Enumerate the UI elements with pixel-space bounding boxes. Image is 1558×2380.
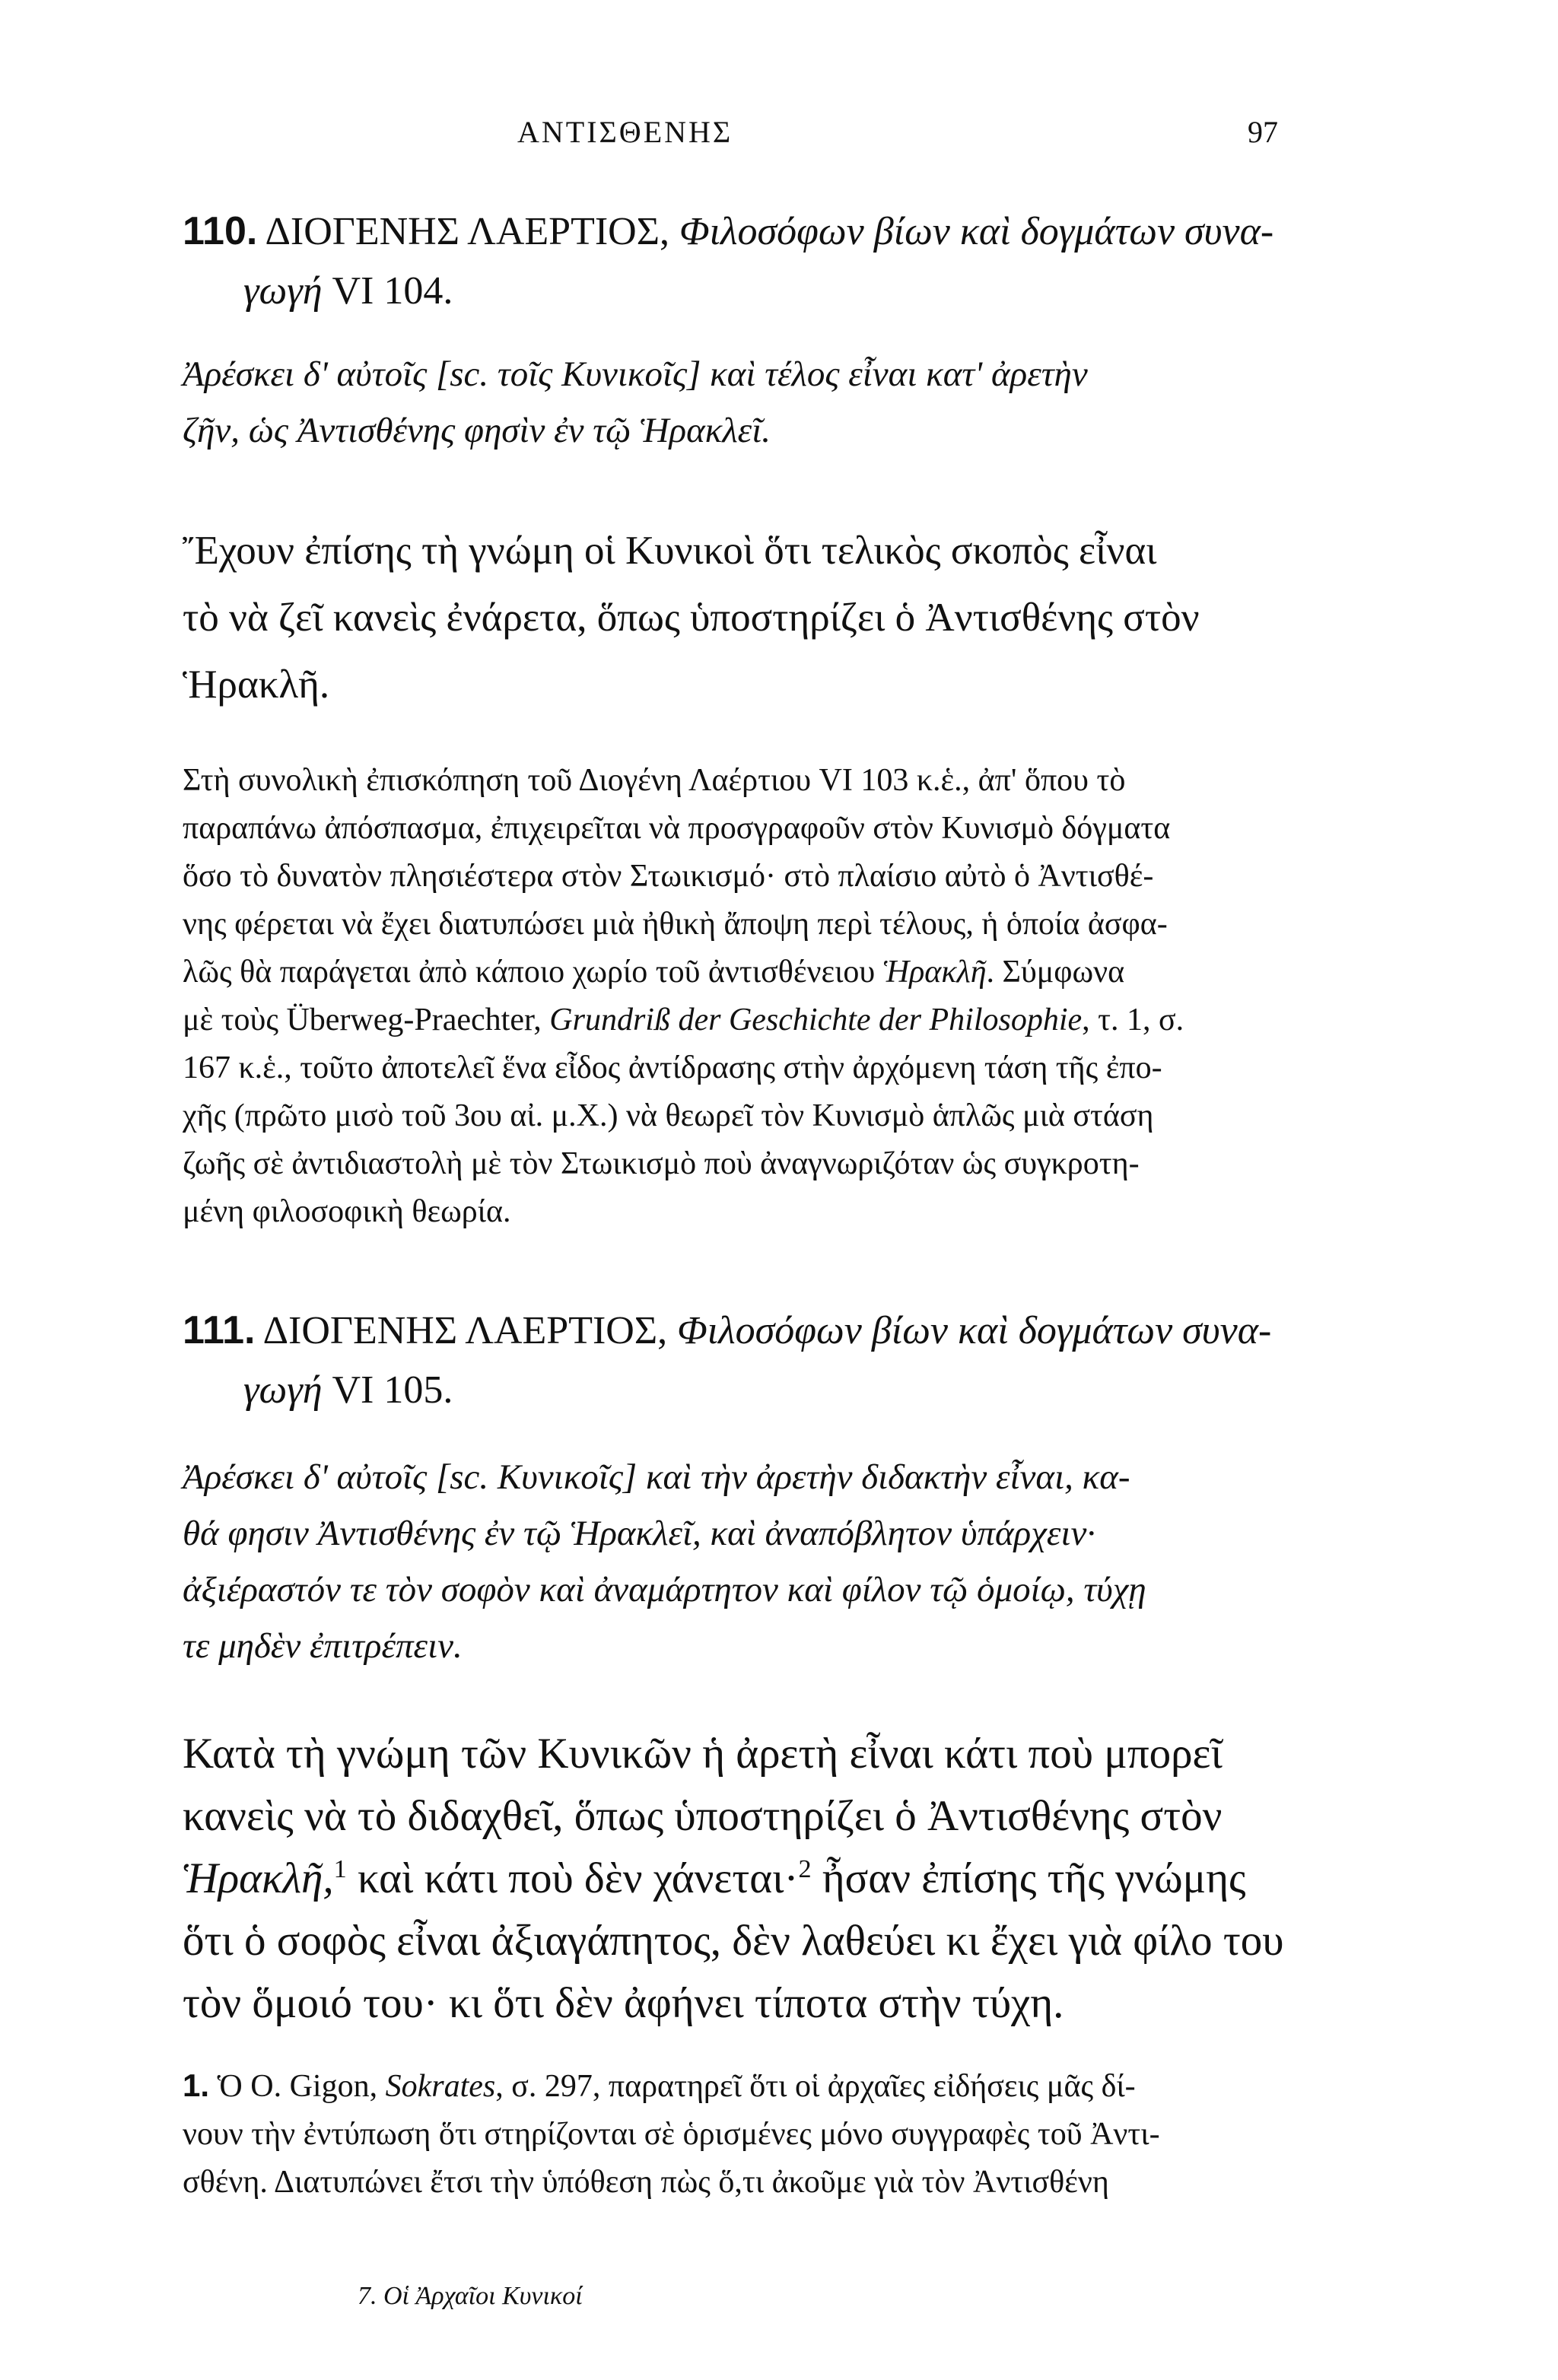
footnote-number: 1. [183, 2067, 210, 2103]
commentary-line: νης φέρεται νὰ ἔχει διατυπώσει μιὰ ἠθικὴ ἄποψη περὶ τέλους, ἡ ὁποία ἀσφα- [183, 907, 1168, 942]
work-reference: VI 105. [332, 1368, 453, 1412]
section-111-heading [183, 1301, 1271, 1420]
section-number: 111. [183, 1308, 256, 1352]
work-title-heracles: Ἡρακλῆ, [183, 1854, 334, 1902]
section-111-greek-quote [183, 1449, 1146, 1674]
paraphrase-line: Ἔχουν ἐπίσης τὴ γνώμη οἱ Κυνικοὶ ὅτι τελικὸς σκοπὸς εἶναι [183, 529, 1157, 573]
work-title: Φιλοσόφων βίων καὶ δογμάτων συνα- [679, 210, 1274, 253]
work-title-cont: γωγή [243, 1368, 323, 1412]
translation-line: Κατὰ τὴ γνώμη τῶν Κυνικῶν ἡ ἀρετὴ εἶναι κάτι ποὺ μπορεῖ [183, 1730, 1223, 1778]
commentary-text: λῶς θὰ παράγεται ἀπὸ κάποιο χωρίο τοῦ ἀντισθένειου [183, 955, 883, 990]
footnote-line: σθένη. Διατυπώνει ἔτσι τὴν ὑπόθεση πὼς ὅ,τι ἀκοῦμε γιὰ τὸν Ἀντισθένη [183, 2165, 1109, 2200]
commentary-line: μένη φιλοσοφικὴ θεωρία. [183, 1194, 511, 1229]
translation-line: κανεὶς νὰ τὸ διδαχθεῖ, ὅπως ὑποστηρίζει ὁ Ἀντισθένης στὸν [183, 1792, 1223, 1840]
quote-line: ζῆν, ὡς Ἀντισθένης φησὶν ἐν τῷ Ἡρακλεῖ. [183, 411, 771, 450]
commentary-text: . Σύμφωνα [986, 955, 1125, 990]
footnote-marker[interactable]: 1 [333, 1855, 347, 1883]
commentary-line: παραπάνω ἀπόσπασμα, ἐπιχειρεῖται νὰ προσγραφοῦν στὸν Κυνισμὸ δόγματα [183, 811, 1171, 846]
work-reference: VI 104. [332, 269, 453, 313]
footnote-text: Ὁ O. Gigon, [217, 2069, 386, 2104]
book-title-grundriss: Grundriß der Geschichte der Philosophie [549, 1003, 1083, 1037]
book-title-sokrates: Sokrates [385, 2069, 496, 2104]
quote-line: Ἀρέσκει δ' αὐτοῖς [sc. τοῖς Κυνικοῖς] καὶ τέλος εἶναι κατ' ἀρετὴν [183, 354, 1088, 394]
paraphrase-line: Ἡρακλῆ. [183, 663, 330, 707]
page-number: 97 [1248, 115, 1278, 149]
translation-line: τὸν ὅμοιό του· κι ὅτι δὲν ἀφήνει τίποτα στὴν τύχη. [183, 1979, 1064, 2027]
footnote-line: νουν τὴν ἐντύπωση ὅτι στηρίζονται σὲ ὁρισμένες μόνο συγγραφὲς τοῦ Ἀντι- [183, 2117, 1160, 2152]
commentary-line: χῆς (πρῶτο μισὸ τοῦ 3ου αἰ. μ.Χ.) νὰ θεωρεῖ τὸν Κυνισμὸ ἁπλῶς μιὰ στάση [183, 1098, 1154, 1133]
commentary-line: ὅσο τὸ δυνατὸν πλησιέστερα στὸν Στωικισμό· στὸ πλαίσιο αὐτὸ ὁ Ἀντισθέ- [183, 859, 1154, 894]
commentary-text: μὲ τοὺς Überweg-Praechter, [183, 1003, 550, 1037]
paraphrase-line: τὸ νὰ ζεῖ κανεὶς ἐνάρετα, ὅπως ὑποστηρίζει ὁ Ἀντισθένης στὸν [183, 596, 1200, 640]
translation-line: ὅτι ὁ σοφὸς εἶναι ἀξιαγάπητος, δὲν λαθεύει κι ἔχει γιὰ φίλο του [183, 1917, 1284, 1965]
quote-line: θά φησιν Ἀντισθένης ἐν τῷ Ἡρακλεῖ, καὶ ἀναπόβλητον ὑπάρχειν· [183, 1514, 1096, 1553]
commentary-line: 167 κ.ἑ., τοῦτο ἀποτελεῖ ἕνα εἶδος ἀντίδρασης στὴν ἀρχόμενη τάση τῆς ἐπο- [183, 1050, 1162, 1085]
work-title: Φιλοσόφων βίων καὶ δογμάτων συνα- [677, 1309, 1272, 1352]
translation-line [183, 1848, 1284, 1910]
commentary-line: Στὴ συνολικὴ ἐπισκόπηση τοῦ Διογένη Λαέρτιου VI 103 κ.ἑ., ἀπ' ὅπου τὸ [183, 763, 1126, 798]
commentary-line [183, 996, 1184, 1044]
commentary-text: , τ. 1, σ. [1082, 1003, 1184, 1037]
translation-text: ἦσαν ἐπίσης τῆς γνώμης [811, 1854, 1246, 1902]
author-name: ΔΙΟΓΕΝΗΣ ΛΑΕΡΤΙΟΣ, [262, 1309, 668, 1352]
work-title-cont: γωγή [243, 269, 323, 313]
section-111-translation [183, 1723, 1284, 2035]
quote-line: Ἀρέσκει δ' αὐτοῖς [sc. Κυνικοῖς] καὶ τὴν ἀρετὴν διδακτὴν εἶναι, κα- [183, 1457, 1130, 1497]
section-number: 110. [183, 209, 258, 253]
commentary-line [183, 949, 1184, 996]
running-head: ΑΝΤΙΣΘΕΝΗΣ [517, 115, 733, 149]
signature-mark: 7. Οἱ Ἀρχαῖοι Κυνικοί [358, 2282, 583, 2310]
author-name: ΔΙΟΓΕΝΗΣ ΛΑΕΡΤΙΟΣ, [265, 210, 669, 253]
quote-line: ἀξιέραστόν τε τὸν σοφὸν καὶ ἀναμάρτητον καὶ φίλον τῷ ὁμοίῳ, τύχῃ [183, 1570, 1146, 1609]
section-110-heading [183, 202, 1273, 321]
section-110-modern-paraphrase [183, 517, 1200, 718]
work-title-heracles: Ἡρακλῆ [882, 955, 987, 990]
commentary-line: ζωῆς σὲ ἀντιδιαστολὴ μὲ τὸν Στωικισμὸ ποὺ ἀναγνωριζόταν ὡς συγκροτη- [183, 1146, 1140, 1181]
footnote-marker[interactable]: 2 [798, 1855, 812, 1883]
section-110-commentary [183, 757, 1184, 1236]
quote-line: τε μηδὲν ἐπιτρέπειν. [183, 1626, 463, 1666]
section-110-greek-quote [183, 346, 1088, 459]
footnote-1 [183, 2061, 1160, 2207]
footnote-text: , σ. 297, παρατηρεῖ ὅτι οἱ ἀρχαῖες εἰδήσεις μᾶς δί- [495, 2069, 1136, 2104]
translation-text: καὶ κάτι ποὺ δὲν χάνεται· [346, 1854, 799, 1902]
